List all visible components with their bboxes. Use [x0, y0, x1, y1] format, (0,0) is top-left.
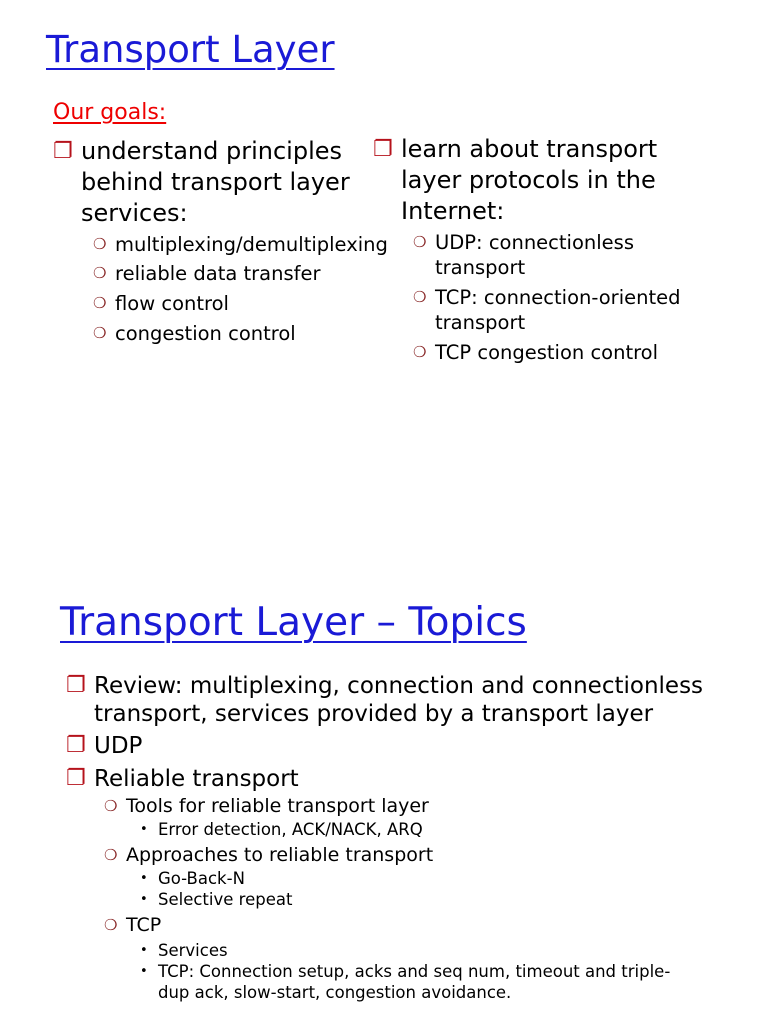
list-item	[138, 819, 706, 840]
list-item	[413, 230, 688, 280]
list-item-text: congestion control	[115, 322, 296, 345]
circle-bullet-icon: ❍	[104, 916, 118, 934]
topic-udp	[66, 732, 706, 760]
list-item	[413, 285, 688, 335]
right-bullet	[373, 134, 688, 227]
slide-2-title: Transport Layer – Topics	[60, 600, 527, 645]
topic-text: Reliable transport	[94, 766, 299, 792]
square-bullet-icon: ❐	[66, 766, 86, 791]
list-item-text: TCP: connection-oriented transport	[435, 286, 681, 334]
list-item-text: Services	[158, 941, 228, 960]
topic-text: Review: multiplexing, connection and connectionless transport, services provided by a transport layer	[94, 673, 704, 727]
list-item-text: flow control	[115, 292, 229, 315]
circle-bullet-icon: ❍	[93, 235, 107, 253]
square-bullet-icon: ❐	[66, 673, 86, 698]
goals-label: Our goals:	[53, 100, 167, 125]
list-item	[93, 261, 353, 286]
slide-1-title: Transport Layer	[46, 28, 335, 71]
dot-bullet-icon: •	[140, 822, 148, 837]
list-item-text: TCP: Connection setup, acks and seq num, timeout and triple-dup ack, slow-start, congestion avoidance.	[158, 962, 671, 1002]
right-bullet-text: learn about transport layer protocols in the Internet:	[401, 135, 658, 225]
approaches-items	[104, 868, 706, 910]
topic-review	[66, 672, 706, 728]
subtopic-text: TCP	[126, 914, 162, 936]
subtopic-text: Tools for reliable transport layer	[126, 795, 429, 817]
left-bullet-text: understand principles behind transport layer services:	[81, 137, 350, 227]
circle-bullet-icon: ❍	[104, 846, 118, 864]
dot-bullet-icon: •	[140, 871, 148, 886]
topic-text: UDP	[94, 733, 143, 759]
circle-bullet-icon: ❍	[93, 264, 107, 282]
list-item-text: multiplexing/demultiplexing	[115, 233, 388, 256]
reliable-sublist	[66, 794, 706, 1003]
square-bullet-icon: ❐	[53, 139, 73, 164]
list-item-text: TCP congestion control	[435, 341, 659, 364]
list-item	[93, 291, 353, 316]
list-item-text: UDP: connectionless transport	[435, 231, 634, 279]
list-item	[413, 340, 688, 365]
circle-bullet-icon: ❍	[93, 324, 107, 342]
list-item-text: reliable data transfer	[115, 262, 321, 285]
subtopic-tcp	[104, 913, 706, 938]
list-item	[93, 321, 353, 346]
list-item	[138, 961, 678, 1003]
right-sublist	[373, 230, 688, 365]
topics-list	[66, 672, 706, 1003]
dot-bullet-icon: •	[140, 892, 148, 907]
square-bullet-icon: ❐	[66, 733, 86, 758]
tools-items	[104, 819, 706, 840]
circle-bullet-icon: ❍	[413, 288, 427, 306]
subtopic-text: Approaches to reliable transport	[126, 844, 434, 866]
list-item-text: Error detection, ACK/NACK, ARQ	[158, 820, 423, 839]
list-item	[138, 940, 678, 961]
topic-reliable-transport	[66, 765, 706, 793]
circle-bullet-icon: ❍	[104, 797, 118, 815]
circle-bullet-icon: ❍	[93, 294, 107, 312]
circle-bullet-icon: ❍	[413, 343, 427, 361]
right-column	[373, 134, 688, 365]
circle-bullet-icon: ❍	[413, 233, 427, 251]
left-sublist	[53, 232, 388, 346]
square-bullet-icon: ❐	[373, 137, 393, 162]
subtopic-tools	[104, 794, 706, 819]
tcp-items	[104, 940, 678, 1003]
list-item	[93, 232, 388, 257]
left-column	[53, 136, 388, 346]
subtopic-approaches	[104, 843, 706, 868]
list-item-text: Selective repeat	[158, 890, 293, 909]
dot-bullet-icon: •	[140, 964, 148, 979]
left-bullet	[53, 136, 353, 229]
list-item	[138, 889, 706, 910]
dot-bullet-icon: •	[140, 943, 148, 958]
list-item	[138, 868, 706, 889]
list-item-text: Go-Back-N	[158, 869, 245, 888]
